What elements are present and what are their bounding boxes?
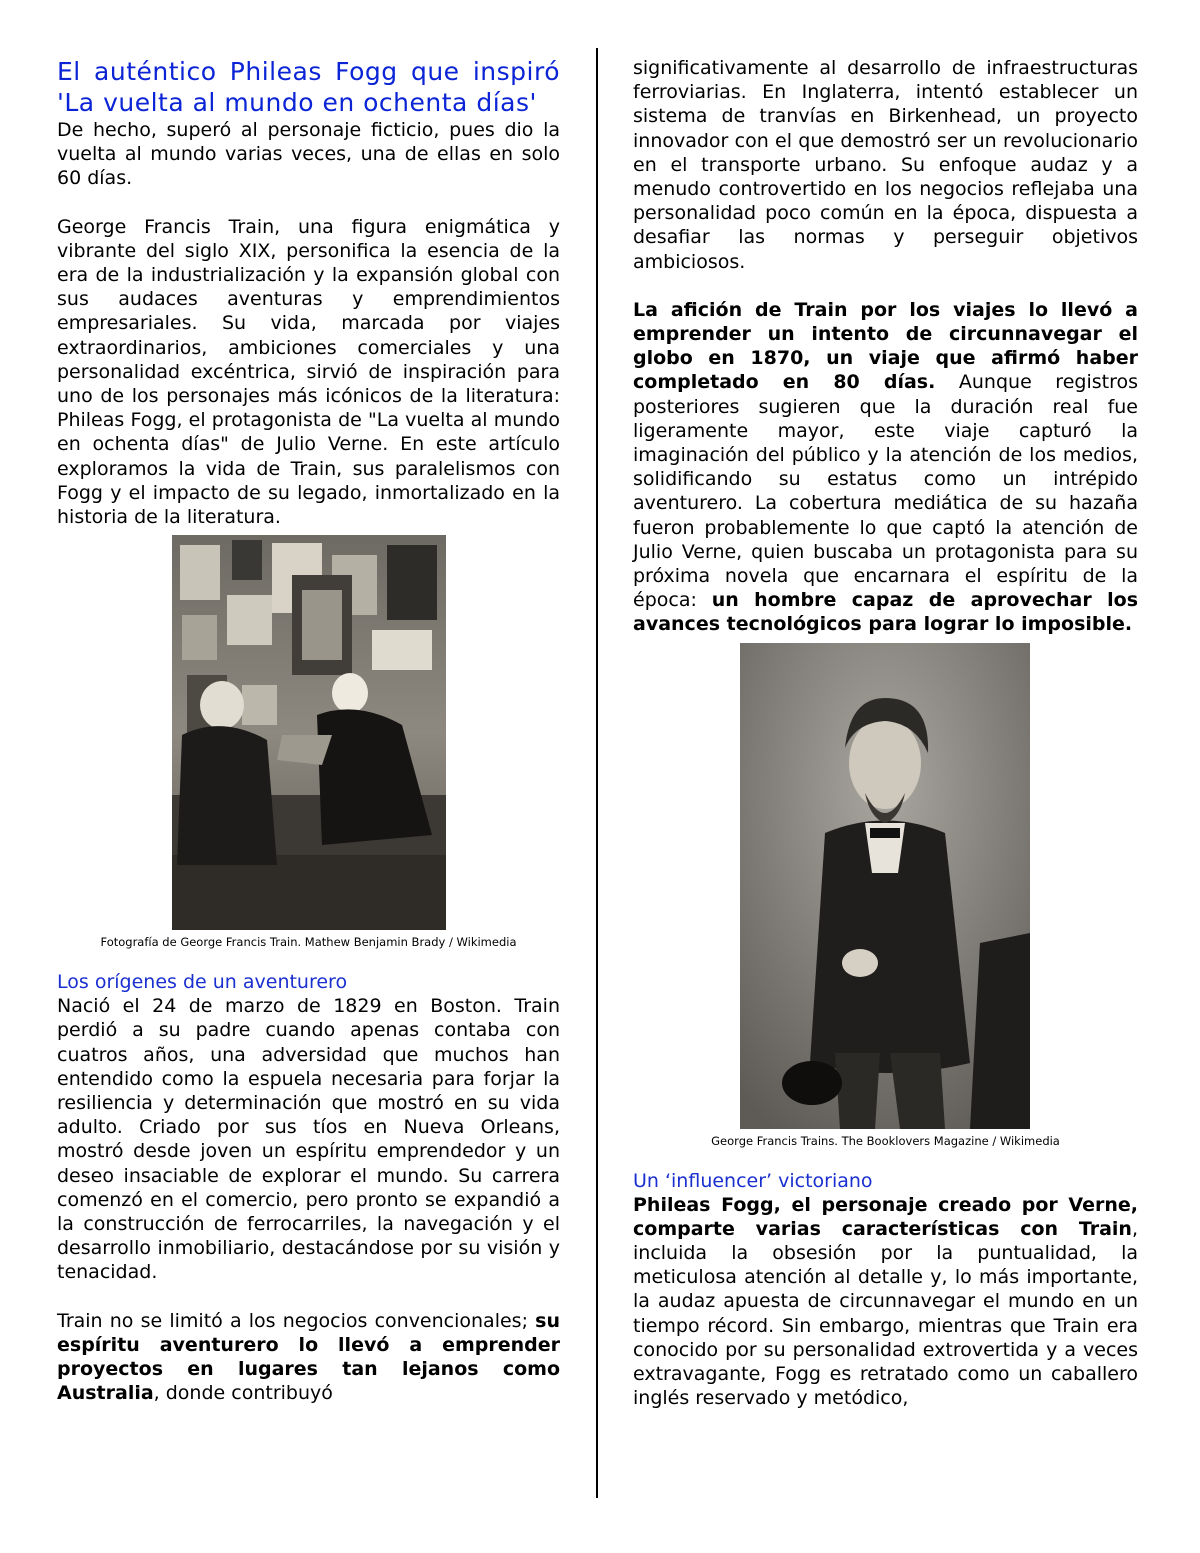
- origins-p3-bold: La afición de Train por los viajes lo llevó a emprender un intento de circunnavegar el globo en 1870, un viaje que afirmó haber completado en 80 días.: [633, 298, 1138, 394]
- article-title: El auténtico Phileas Fogg que inspiró 'La vuelta al mundo en ochenta días': [57, 57, 560, 117]
- section-heading-influencer: Un ‘influencer’ victoriano: [633, 1169, 873, 1192]
- origins-p2-tail: , donde contribuyó: [153, 1382, 333, 1405]
- photo-train-seated: [172, 535, 446, 930]
- origins-paragraph-2: [57, 1309, 560, 1406]
- origins-p3-bold-end: un hombre capaz de aprovechar los avances tecnológicos para lograr lo imposible.: [633, 589, 1139, 636]
- origins-paragraph-1: Nació el 24 de marzo de 1829 en Boston. Train perdió a su padre cuando apenas contaba con cuatros años, una adversidad que muchos han entendido como la espuela necesaria para forjar la resiliencia y determinación que mostró en su vida adulto. Criado por sus tíos en Nueva Orleans, mostró desde joven un espíritu emprendedor y un deseo insaciable de explorar el mundo. Su carrera comenzó en el comercio, pero pronto se expandió a la construcción de ferrocarriles, la navegación y el desarrollo inmobiliario, destacándose por su visión y tenacidad.: [57, 995, 560, 1284]
- origins-paragraph-3: [633, 298, 1138, 637]
- figure-train-portrait: [633, 643, 1138, 1149]
- figure1-caption: Fotografía de George Francis Train. Mathew Benjamin Brady / Wikimedia: [100, 935, 517, 950]
- origins-paragraph-2-continued: significativamente al desarrollo de infraestructuras ferroviarias. En Inglaterra, intentó establecer un sistema de tranvías en Birkenhead, un proyecto innovador con el que demostró ser un revolucionario en el transporte urbano. Su enfoque audaz y a menudo controvertido en los negocios reflejaba una personalidad poco común en la época, dispuesta a desafiar las normas y perseguir objetivos ambiciosos.: [633, 57, 1138, 273]
- origins-p2-bold: su espíritu aventurero lo llevó a emprender proyectos en lugares tan lejanos como Australia: [57, 1309, 561, 1405]
- origins-p3-text: Aunque registros posteriores sugieren que la duración real fue ligeramente mayor, este viaje capturó la imaginación del público y la atención de los medios, solidificando su estatus como un intrépido aventurero. La cobertura mediática de su hazaña fueron probablemente lo que captó la atención de Julio Verne, quien buscaba un protagonista para su próxima novela que encarnara el espíritu de la época:: [633, 371, 1138, 612]
- article-subtitle: De hecho, superó al personaje ficticio, pues dio la vuelta al mundo varias veces, una de ellas en solo 60 días.: [57, 119, 560, 190]
- section-heading-origins: Los orígenes de un aventurero: [57, 971, 348, 994]
- influencer-p1-bold: Phileas Fogg, el personaje creado por Verne, comparte varias características con Train: [633, 1193, 1138, 1240]
- figure2-caption: George Francis Trains. The Booklovers Magazine / Wikimedia: [711, 1133, 1060, 1148]
- column-divider: [596, 48, 598, 1498]
- left-column: [57, 56, 560, 1406]
- influencer-paragraph-1: [633, 1193, 1138, 1411]
- photo-train-standing: [740, 643, 1030, 1129]
- origins-p2-text: Train no se limitó a los negocios convencionales;: [57, 1309, 528, 1332]
- influencer-p1-text: , incluida la obsesión por la puntualidad, la meticulosa atención al detalle y, lo más importante, la audaz apuesta de circunnavegar el mundo en un tiempo récord. Sin embargo, mientras que Train era conocido por su personalidad extrovertida y a veces extravagante, Fogg es retratado como un caballero inglés reservado y metódico,: [633, 1217, 1138, 1410]
- figure-train-interior: [57, 535, 560, 950]
- right-column: [633, 56, 1138, 1411]
- intro-paragraph: George Francis Train, una figura enigmática y vibrante del siglo XIX, personifica la esencia de la era de la industrialización y la expansión global con sus audaces aventuras y emprendimientos empresariales. Su vida, marcada por viajes extraordinarios, ambiciones comerciales y una personalidad excéntrica, sirvió de inspiración para uno de los personajes más icónicos de la literatura: Phileas Fogg, el protagonista de "La vuelta al mundo en ochenta días" de Julio Verne. En este artículo exploramos la vida de Train, sus paralelismos con Fogg y el impacto de su legado, inmortalizado en la historia de la literatura.: [57, 215, 560, 529]
